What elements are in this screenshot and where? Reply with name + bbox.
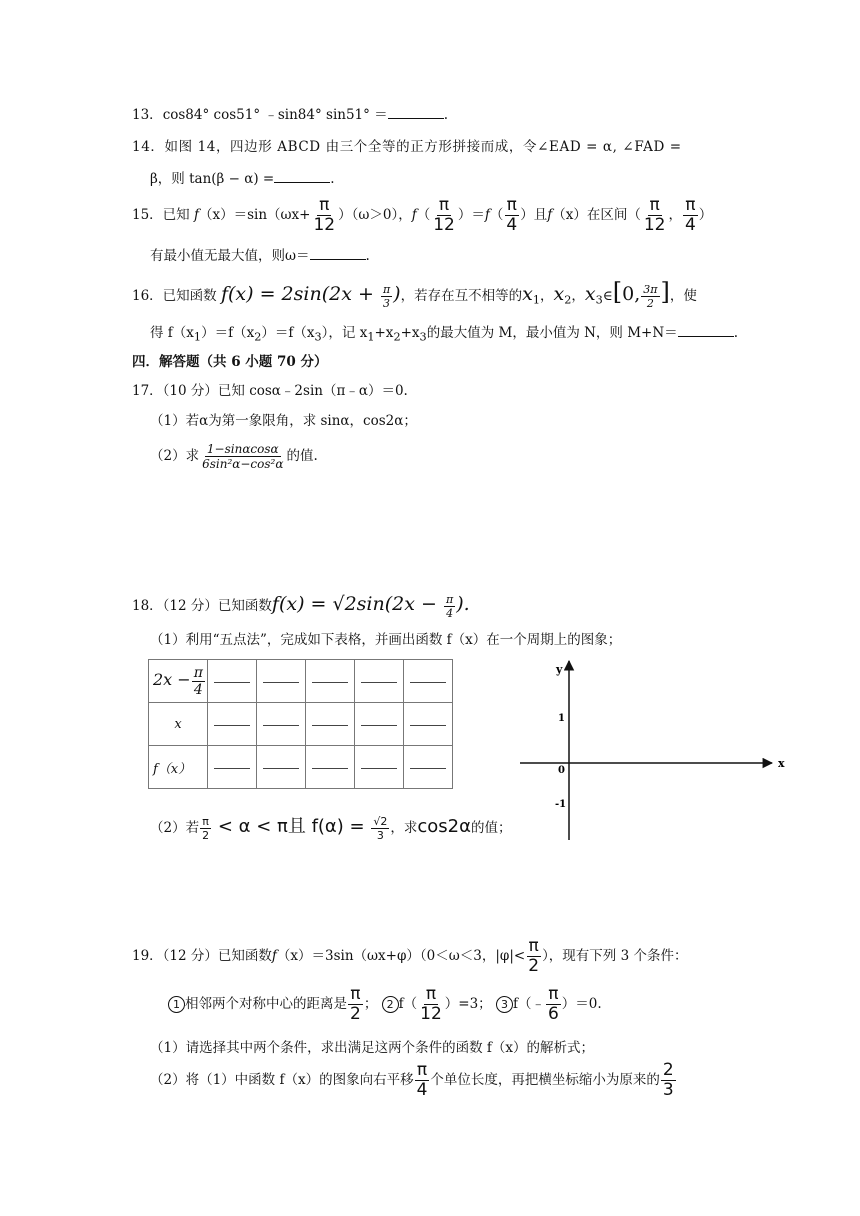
five-point-table [148, 659, 453, 789]
frac-pi-4: $\frac{\pi}{4}$ [684, 195, 696, 235]
table-cell-blank[interactable] [208, 703, 257, 746]
coordinate-axes [510, 655, 810, 855]
table-cell-blank[interactable] [306, 746, 355, 789]
tick-label-neg1: -1 [555, 799, 567, 810]
row-head-2x: 2x − $\frac{\pi}{4}$ [149, 660, 208, 703]
table-cell-blank[interactable] [208, 660, 257, 703]
table-cell-blank[interactable] [208, 746, 257, 789]
q13-text: 13． [132, 107, 163, 123]
q18-part1: （1）利用“五点法”，完成如下表格，并画出函数 f（x）在一个周期上的图象； [150, 632, 622, 648]
q19-line1: 19．（12 分）已知函数f（x）＝3sin（ωx+φ）（0＜ω＜3，|φ|< $\frac{\pi}{2}$ ），现有下列 3 个条件： [132, 936, 688, 976]
q19-part2: （2）将（1）中函数 f（x）的图象向右平移 $\frac{\pi}{4}$ 个单位长度，再把横坐标缩小为原来的 $\frac{2}{3}$ [150, 1060, 674, 1100]
q17-part2: （2）求 $\frac{1-\sin\alpha\cos\alpha}{\text{6sin²α−cos²α}}$ 的值. [150, 442, 318, 471]
table-cell-blank[interactable] [355, 660, 404, 703]
table-row [149, 703, 453, 746]
table-cell-blank[interactable] [355, 703, 404, 746]
circled-number-2: 2 [382, 996, 399, 1013]
table-cell-blank[interactable] [404, 746, 453, 789]
row-head-fx: f（x） [149, 746, 208, 789]
table-row [149, 660, 453, 703]
table-row [149, 746, 453, 789]
q15-answer-blank[interactable] [310, 259, 366, 260]
table-cell-blank[interactable] [257, 703, 306, 746]
table-cell-blank[interactable] [355, 746, 404, 789]
q14-line2: β，则 tan(β − α) = . [150, 171, 335, 187]
row-head-x: x [149, 703, 208, 746]
q18-part2: （2）若 $\frac{\pi}{2}$ < α < π且 f(α) = $\frac{√2}{3}$ ，求cos2α的值； [150, 815, 512, 842]
frac-pi-12: $\frac{\pi}{12}$ [313, 195, 336, 235]
q16-line1: 16．已知函数 f(x) = 2sin(2x + $\frac{\pi}{3}$ )，若存在互不相等的$x_1$，$x_2$，$x_3\in[0$, $\frac{3\pi}{2}$ ]，使 [132, 278, 697, 310]
frac-pi-12: $\frac{\pi}{12}$ [433, 195, 455, 235]
q13-line: 13．cos84° cos51° ﹣sin84° sin51° ＝ . [132, 107, 448, 123]
q19-conditions: 1 相邻两个对称中心的距离是 $\frac{\pi}{2}$ ； 2 f（ $\frac{\pi}{12}$ ）=3； 3 f（﹣ $\frac{\pi}{6}$ ）＝0. [168, 986, 602, 1023]
x-axis-label: x [778, 757, 785, 770]
tick-label-1: 1 [558, 713, 565, 724]
table-cell-blank[interactable] [306, 660, 355, 703]
q18-line1: 18．（12 分）已知函数f(x) = √2sin(2x − $\frac{\pi}{4}$ ). [132, 593, 470, 620]
section-heading: 四．解答题（共 6 小题 70 分） [132, 354, 328, 370]
q17-line1: 17．（10 分）已知 cosα﹣2sin（π﹣α）＝0. [132, 383, 408, 399]
q13-answer-blank[interactable] [388, 118, 444, 119]
q17-part1: （1）若α为第一象限角，求 sinα，cos2α； [150, 413, 417, 429]
circled-number-3: 3 [496, 996, 513, 1013]
q15-line2: 有最小值无最大值，则ω＝ . [150, 248, 370, 264]
frac-pi-12: $\frac{\pi}{12}$ [643, 195, 666, 235]
table-cell-blank[interactable] [404, 660, 453, 703]
frac-pi-4: $\frac{\pi}{4}$ [506, 195, 518, 235]
q14-line1: 14．如图 14，四边形 ABCD 由三个全等的正方形拼接而成，令∠EAD = α, ∠FAD = [132, 139, 682, 155]
y-axis-label: y [556, 663, 563, 676]
circled-number-1: 1 [168, 996, 185, 1013]
q16-line2: 得 $f(x_1)=f(x_2)=f(x_3)$，记 $x_1+x_2+x_3$的最大值为 M，最小值为 N，则 M+N＝ . [150, 325, 738, 344]
table-cell-blank[interactable] [257, 746, 306, 789]
tick-label-0: 0 [558, 765, 565, 776]
table-cell-blank[interactable] [257, 660, 306, 703]
q14-answer-blank[interactable] [274, 182, 330, 183]
table-cell-blank[interactable] [306, 703, 355, 746]
table-cell-blank[interactable] [404, 703, 453, 746]
q15-line1: 15．已知 f（x）＝sin（ωx+ $\frac{\pi}{12}$ ）（ω＞0），f（ $\frac{\pi}{12}$ ）＝f（ $\frac{\pi}{4}$ ）且f（x）在区间（ $\frac{\pi}{12}$ ， $\frac{\pi}{4}$ ） [132, 195, 713, 235]
q16-answer-blank[interactable] [678, 336, 734, 337]
q19-part1: （1）请选择其中两个条件，求出满足这两个条件的函数 f（x）的解析式； [150, 1040, 594, 1056]
